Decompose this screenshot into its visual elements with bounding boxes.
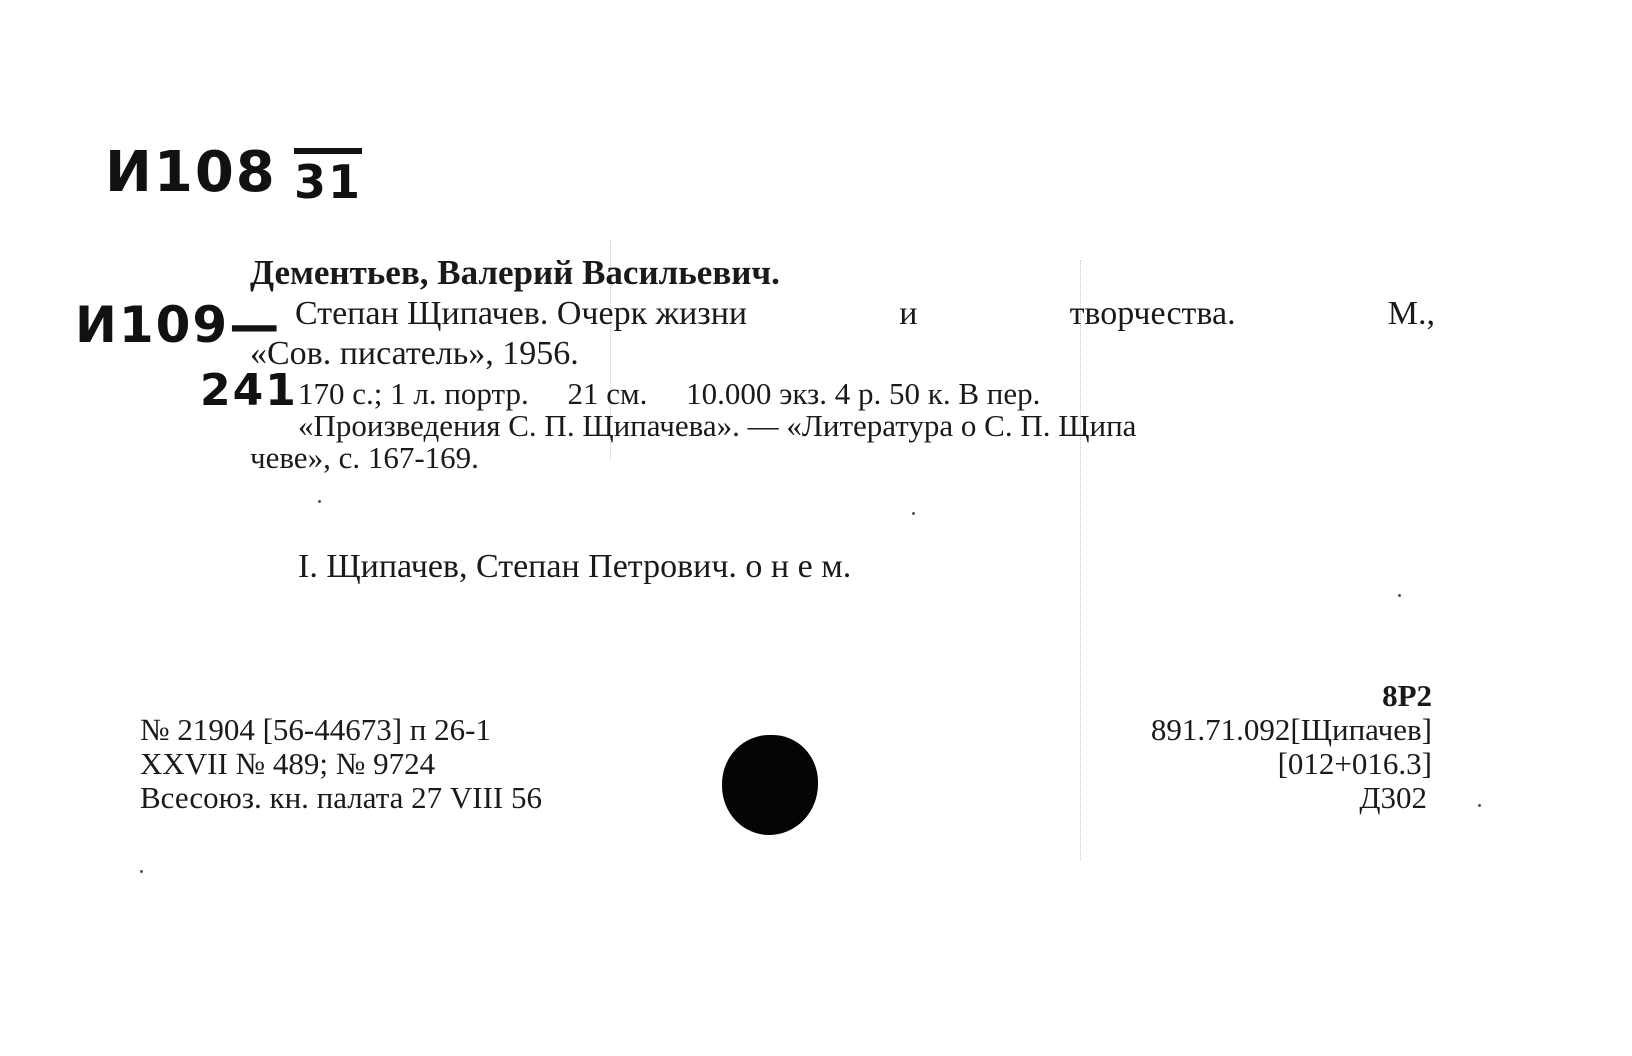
title-part: творчества. — [1069, 295, 1236, 332]
handwritten-shelfmark-side-1: И109— — [75, 296, 282, 354]
udc-auxiliary: [012+016.3] — [1277, 746, 1432, 781]
footer-left-line-3: Всесоюз. кн. палата 27 VIII 56 — [140, 780, 543, 815]
scan-speck — [318, 500, 321, 503]
scan-speck — [912, 512, 915, 515]
scan-speck — [140, 870, 143, 873]
bibliography-note-line-1: «Произведения С. П. Щипачева». — «Литература о С. П. Щипа — [298, 408, 1137, 443]
author-heading: Дементьев, Валерий Васильевич. — [250, 253, 780, 292]
footer-left-line-2: XXVII № 489; № 9724 — [140, 746, 436, 781]
udc-index: 891.71.092[Щипачев] — [1150, 712, 1432, 747]
scan-speck — [1478, 804, 1481, 807]
dotted-guide-line — [1080, 260, 1081, 860]
subject-heading: I. Щипачев, Степан Петрович. о н е м. — [298, 548, 852, 585]
title-part: и — [899, 295, 918, 332]
footer-left-line-1: № 21904 [56-44673] п 26-1 — [140, 712, 491, 747]
title-part: Степан Щипачев. Очерк жизни — [295, 295, 748, 332]
handwritten-shelfmark-side-2: 241 — [200, 365, 298, 416]
place-of-publication: М., — [1387, 295, 1435, 332]
handwritten-shelfmark-fraction: 31 — [294, 148, 362, 208]
handwritten-shelfmark-top: И108 — [105, 140, 277, 205]
ink-blot — [722, 735, 818, 835]
classification-code: 8Р2 — [1382, 678, 1432, 713]
author-mark: Д302 — [1359, 780, 1427, 815]
title-line-2: «Сов. писатель», 1956. — [250, 335, 579, 372]
scan-speck — [1398, 594, 1401, 597]
title-line-1 — [295, 295, 1435, 333]
physical-description: 170 с.; 1 л. портр. 21 см. 10.000 экз. 4 р. 50 к. В пер. — [298, 376, 1041, 411]
bibliography-note-line-2: чеве», с. 167-169. — [250, 440, 479, 475]
